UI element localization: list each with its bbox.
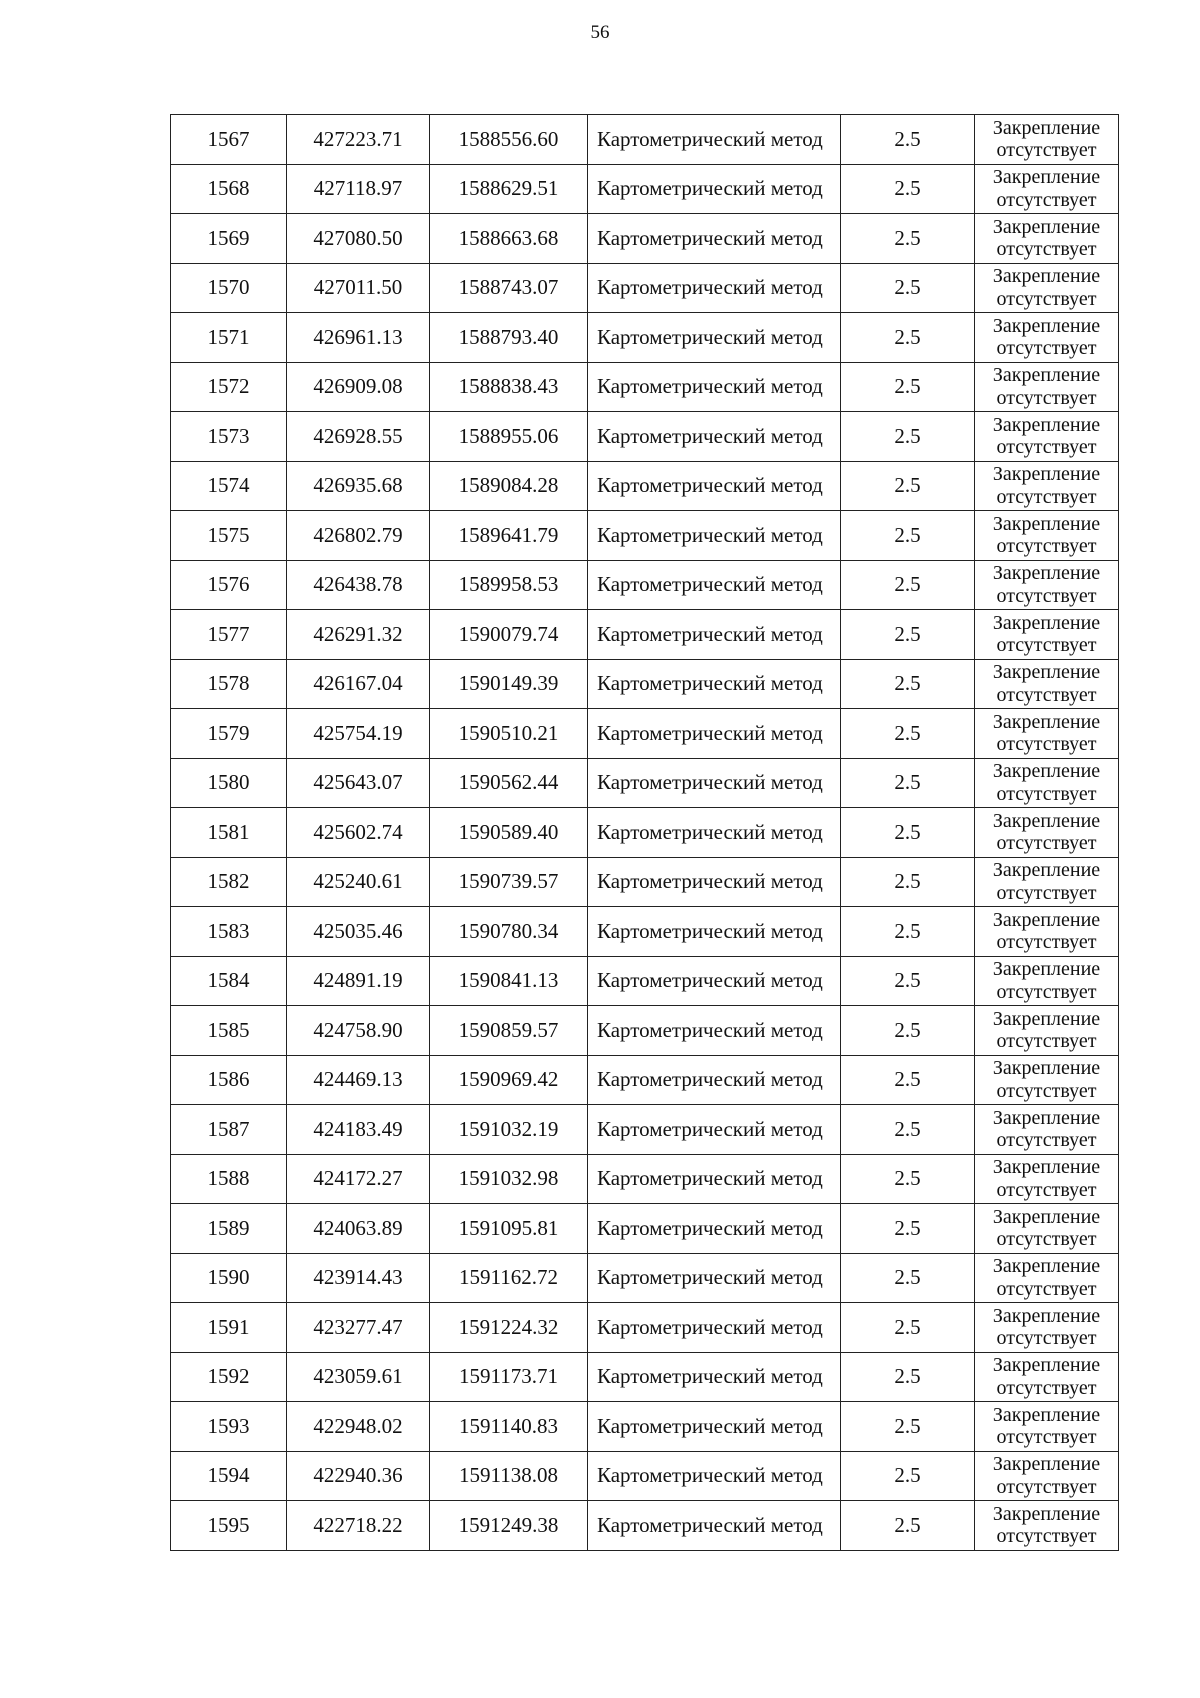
fixing-line-1: Закрепление bbox=[992, 1403, 1101, 1426]
fixing-line-2: отсутствует bbox=[996, 782, 1097, 805]
method-cell: Картометрический метод bbox=[588, 362, 841, 412]
fixing-cell bbox=[975, 758, 1119, 808]
fixing-cell bbox=[975, 1352, 1119, 1402]
fixing-cell bbox=[975, 263, 1119, 313]
point-number-cell: 1589 bbox=[171, 1204, 287, 1254]
fixing-line-2: отсутствует bbox=[996, 1475, 1097, 1498]
fixing-line-2: отсутствует bbox=[996, 881, 1097, 904]
fixing-line-2: отсутствует bbox=[996, 485, 1097, 508]
point-number-cell: 1568 bbox=[171, 164, 287, 214]
method-cell: Картометрический метод bbox=[588, 1154, 841, 1204]
accuracy-cell: 2.5 bbox=[841, 313, 975, 363]
table-row bbox=[171, 263, 1119, 313]
fixing-cell bbox=[975, 1105, 1119, 1155]
fixing-cell bbox=[975, 412, 1119, 462]
fixing-line-2: отсутствует bbox=[996, 931, 1097, 954]
table-row bbox=[171, 659, 1119, 709]
fixing-cell bbox=[975, 808, 1119, 858]
table-row bbox=[171, 1055, 1119, 1105]
point-number-cell: 1573 bbox=[171, 412, 287, 462]
point-number-cell: 1594 bbox=[171, 1451, 287, 1501]
fixing-line-1: Закрепление bbox=[992, 314, 1101, 337]
fixing-line-1: Закрепление bbox=[992, 265, 1101, 288]
fixing-line-2: отсутствует bbox=[996, 188, 1097, 211]
x-coordinate-cell: 427011.50 bbox=[287, 263, 430, 313]
y-coordinate-cell: 1588793.40 bbox=[430, 313, 588, 363]
accuracy-cell: 2.5 bbox=[841, 956, 975, 1006]
coordinates-table-body bbox=[171, 115, 1119, 1551]
point-number-cell: 1571 bbox=[171, 313, 287, 363]
fixing-line-1: Закрепление bbox=[992, 661, 1101, 684]
table-row bbox=[171, 560, 1119, 610]
table-row bbox=[171, 1204, 1119, 1254]
point-number-cell: 1583 bbox=[171, 907, 287, 957]
fixing-cell bbox=[975, 214, 1119, 264]
fixing-line-2: отсутствует bbox=[996, 287, 1097, 310]
fixing-cell bbox=[975, 1055, 1119, 1105]
x-coordinate-cell: 425602.74 bbox=[287, 808, 430, 858]
method-cell: Картометрический метод bbox=[588, 857, 841, 907]
fixing-cell bbox=[975, 1451, 1119, 1501]
accuracy-cell: 2.5 bbox=[841, 1055, 975, 1105]
point-number-cell: 1580 bbox=[171, 758, 287, 808]
method-cell: Картометрический метод bbox=[588, 956, 841, 1006]
fixing-cell bbox=[975, 1253, 1119, 1303]
y-coordinate-cell: 1590841.13 bbox=[430, 956, 588, 1006]
method-cell: Картометрический метод bbox=[588, 313, 841, 363]
fixing-cell bbox=[975, 461, 1119, 511]
fixing-line-2: отсутствует bbox=[996, 535, 1097, 558]
y-coordinate-cell: 1588629.51 bbox=[430, 164, 588, 214]
accuracy-cell: 2.5 bbox=[841, 362, 975, 412]
point-number-cell: 1582 bbox=[171, 857, 287, 907]
point-number-cell: 1590 bbox=[171, 1253, 287, 1303]
point-number-cell: 1595 bbox=[171, 1501, 287, 1551]
method-cell: Картометрический метод bbox=[588, 115, 841, 165]
fixing-line-2: отсутствует bbox=[996, 1228, 1097, 1251]
fixing-line-1: Закрепление bbox=[992, 116, 1101, 139]
fixing-line-1: Закрепление bbox=[992, 166, 1101, 189]
point-number-cell: 1574 bbox=[171, 461, 287, 511]
fixing-line-2: отсутствует bbox=[996, 436, 1097, 459]
method-cell: Картометрический метод bbox=[588, 1352, 841, 1402]
x-coordinate-cell: 426928.55 bbox=[287, 412, 430, 462]
point-number-cell: 1591 bbox=[171, 1303, 287, 1353]
x-coordinate-cell: 426291.32 bbox=[287, 610, 430, 660]
method-cell: Картометрический метод bbox=[588, 709, 841, 759]
y-coordinate-cell: 1588955.06 bbox=[430, 412, 588, 462]
accuracy-cell: 2.5 bbox=[841, 263, 975, 313]
method-cell: Картометрический метод bbox=[588, 758, 841, 808]
y-coordinate-cell: 1589084.28 bbox=[430, 461, 588, 511]
fixing-line-1: Закрепление bbox=[992, 562, 1101, 585]
method-cell: Картометрический метод bbox=[588, 164, 841, 214]
fixing-line-2: отсутствует bbox=[996, 1525, 1097, 1548]
y-coordinate-cell: 1588663.68 bbox=[430, 214, 588, 264]
point-number-cell: 1592 bbox=[171, 1352, 287, 1402]
accuracy-cell: 2.5 bbox=[841, 1154, 975, 1204]
point-number-cell: 1575 bbox=[171, 511, 287, 561]
fixing-cell bbox=[975, 1006, 1119, 1056]
fixing-cell bbox=[975, 709, 1119, 759]
method-cell: Картометрический метод bbox=[588, 263, 841, 313]
method-cell: Картометрический метод bbox=[588, 1253, 841, 1303]
point-number-cell: 1579 bbox=[171, 709, 287, 759]
method-cell: Картометрический метод bbox=[588, 659, 841, 709]
y-coordinate-cell: 1591162.72 bbox=[430, 1253, 588, 1303]
fixing-cell bbox=[975, 1402, 1119, 1452]
page-number: 56 bbox=[590, 22, 610, 43]
x-coordinate-cell: 423914.43 bbox=[287, 1253, 430, 1303]
accuracy-cell: 2.5 bbox=[841, 1402, 975, 1452]
point-number-cell: 1577 bbox=[171, 610, 287, 660]
x-coordinate-cell: 423059.61 bbox=[287, 1352, 430, 1402]
x-coordinate-cell: 426909.08 bbox=[287, 362, 430, 412]
x-coordinate-cell: 424063.89 bbox=[287, 1204, 430, 1254]
y-coordinate-cell: 1590079.74 bbox=[430, 610, 588, 660]
method-cell: Картометрический метод bbox=[588, 1451, 841, 1501]
table-row bbox=[171, 1253, 1119, 1303]
fixing-line-1: Закрепление bbox=[992, 1304, 1101, 1327]
fixing-line-2: отсутствует bbox=[996, 1030, 1097, 1053]
y-coordinate-cell: 1591032.19 bbox=[430, 1105, 588, 1155]
point-number-cell: 1587 bbox=[171, 1105, 287, 1155]
table-row bbox=[171, 808, 1119, 858]
method-cell: Картометрический метод bbox=[588, 412, 841, 462]
x-coordinate-cell: 427223.71 bbox=[287, 115, 430, 165]
accuracy-cell: 2.5 bbox=[841, 709, 975, 759]
x-coordinate-cell: 424758.90 bbox=[287, 1006, 430, 1056]
table-row bbox=[171, 610, 1119, 660]
fixing-line-2: отсутствует bbox=[996, 584, 1097, 607]
y-coordinate-cell: 1590739.57 bbox=[430, 857, 588, 907]
fixing-line-1: Закрепление bbox=[992, 512, 1101, 535]
table-row bbox=[171, 461, 1119, 511]
y-coordinate-cell: 1590859.57 bbox=[430, 1006, 588, 1056]
fixing-line-2: отсутствует bbox=[996, 386, 1097, 409]
point-number-cell: 1567 bbox=[171, 115, 287, 165]
point-number-cell: 1593 bbox=[171, 1402, 287, 1452]
y-coordinate-cell: 1590149.39 bbox=[430, 659, 588, 709]
y-coordinate-cell: 1590589.40 bbox=[430, 808, 588, 858]
fixing-line-2: отсутствует bbox=[996, 1277, 1097, 1300]
fixing-line-2: отсутствует bbox=[996, 337, 1097, 360]
method-cell: Картометрический метод bbox=[588, 214, 841, 264]
table-row bbox=[171, 1303, 1119, 1353]
accuracy-cell: 2.5 bbox=[841, 659, 975, 709]
fixing-line-1: Закрепление bbox=[992, 1205, 1101, 1228]
y-coordinate-cell: 1591249.38 bbox=[430, 1501, 588, 1551]
method-cell: Картометрический метод bbox=[588, 1204, 841, 1254]
table-row bbox=[171, 1006, 1119, 1056]
fixing-cell bbox=[975, 907, 1119, 957]
accuracy-cell: 2.5 bbox=[841, 1006, 975, 1056]
accuracy-cell: 2.5 bbox=[841, 511, 975, 561]
table-row bbox=[171, 1105, 1119, 1155]
accuracy-cell: 2.5 bbox=[841, 758, 975, 808]
fixing-cell bbox=[975, 1204, 1119, 1254]
table-row bbox=[171, 511, 1119, 561]
fixing-cell bbox=[975, 1501, 1119, 1551]
table-row bbox=[171, 362, 1119, 412]
fixing-line-2: отсутствует bbox=[996, 733, 1097, 756]
method-cell: Картометрический метод bbox=[588, 610, 841, 660]
fixing-line-2: отсутствует bbox=[996, 980, 1097, 1003]
fixing-line-1: Закрепление bbox=[992, 859, 1101, 882]
fixing-line-2: отсутствует bbox=[996, 1178, 1097, 1201]
method-cell: Картометрический метод bbox=[588, 511, 841, 561]
x-coordinate-cell: 427080.50 bbox=[287, 214, 430, 264]
x-coordinate-cell: 425035.46 bbox=[287, 907, 430, 957]
x-coordinate-cell: 426802.79 bbox=[287, 511, 430, 561]
method-cell: Картометрический метод bbox=[588, 1055, 841, 1105]
table-row bbox=[171, 115, 1119, 165]
y-coordinate-cell: 1590780.34 bbox=[430, 907, 588, 957]
fixing-cell bbox=[975, 362, 1119, 412]
y-coordinate-cell: 1591224.32 bbox=[430, 1303, 588, 1353]
x-coordinate-cell: 425643.07 bbox=[287, 758, 430, 808]
fixing-cell bbox=[975, 1154, 1119, 1204]
fixing-line-2: отсутствует bbox=[996, 1129, 1097, 1152]
fixing-line-1: Закрепление bbox=[992, 1255, 1101, 1278]
fixing-line-1: Закрепление bbox=[992, 710, 1101, 733]
fixing-line-2: отсутствует bbox=[996, 1327, 1097, 1350]
point-number-cell: 1578 bbox=[171, 659, 287, 709]
fixing-cell bbox=[975, 511, 1119, 561]
y-coordinate-cell: 1588556.60 bbox=[430, 115, 588, 165]
x-coordinate-cell: 426935.68 bbox=[287, 461, 430, 511]
x-coordinate-cell: 426961.13 bbox=[287, 313, 430, 363]
table-row bbox=[171, 313, 1119, 363]
table-row bbox=[171, 857, 1119, 907]
fixing-line-2: отсутствует bbox=[996, 832, 1097, 855]
fixing-line-1: Закрепление bbox=[992, 463, 1101, 486]
accuracy-cell: 2.5 bbox=[841, 1501, 975, 1551]
coordinates-table bbox=[170, 114, 1119, 1551]
fixing-cell bbox=[975, 659, 1119, 709]
method-cell: Картометрический метод bbox=[588, 1006, 841, 1056]
x-coordinate-cell: 423277.47 bbox=[287, 1303, 430, 1353]
y-coordinate-cell: 1590969.42 bbox=[430, 1055, 588, 1105]
fixing-cell bbox=[975, 313, 1119, 363]
y-coordinate-cell: 1589641.79 bbox=[430, 511, 588, 561]
y-coordinate-cell: 1591032.98 bbox=[430, 1154, 588, 1204]
fixing-line-2: отсутствует bbox=[996, 683, 1097, 706]
fixing-line-2: отсутствует bbox=[996, 634, 1097, 657]
table-row bbox=[171, 1501, 1119, 1551]
table-row bbox=[171, 164, 1119, 214]
method-cell: Картометрический метод bbox=[588, 560, 841, 610]
fixing-line-1: Закрепление bbox=[992, 1057, 1101, 1080]
fixing-line-1: Закрепление bbox=[992, 1502, 1101, 1525]
accuracy-cell: 2.5 bbox=[841, 164, 975, 214]
fixing-line-1: Закрепление bbox=[992, 1156, 1101, 1179]
x-coordinate-cell: 422718.22 bbox=[287, 1501, 430, 1551]
point-number-cell: 1572 bbox=[171, 362, 287, 412]
y-coordinate-cell: 1590562.44 bbox=[430, 758, 588, 808]
table-row bbox=[171, 1402, 1119, 1452]
fixing-cell bbox=[975, 1303, 1119, 1353]
y-coordinate-cell: 1591140.83 bbox=[430, 1402, 588, 1452]
fixing-line-2: отсутствует bbox=[996, 238, 1097, 261]
x-coordinate-cell: 426167.04 bbox=[287, 659, 430, 709]
fixing-line-2: отсутствует bbox=[996, 1426, 1097, 1449]
point-number-cell: 1581 bbox=[171, 808, 287, 858]
accuracy-cell: 2.5 bbox=[841, 412, 975, 462]
y-coordinate-cell: 1591138.08 bbox=[430, 1451, 588, 1501]
fixing-line-1: Закрепление bbox=[992, 908, 1101, 931]
point-number-cell: 1584 bbox=[171, 956, 287, 1006]
point-number-cell: 1586 bbox=[171, 1055, 287, 1105]
accuracy-cell: 2.5 bbox=[841, 1451, 975, 1501]
fixing-line-1: Закрепление bbox=[992, 1007, 1101, 1030]
point-number-cell: 1576 bbox=[171, 560, 287, 610]
fixing-cell bbox=[975, 857, 1119, 907]
fixing-line-2: отсутствует bbox=[996, 1079, 1097, 1102]
fixing-line-1: Закрепление bbox=[992, 215, 1101, 238]
accuracy-cell: 2.5 bbox=[841, 808, 975, 858]
method-cell: Картометрический метод bbox=[588, 1402, 841, 1452]
table-row bbox=[171, 709, 1119, 759]
y-coordinate-cell: 1589958.53 bbox=[430, 560, 588, 610]
accuracy-cell: 2.5 bbox=[841, 1352, 975, 1402]
x-coordinate-cell: 424469.13 bbox=[287, 1055, 430, 1105]
y-coordinate-cell: 1591095.81 bbox=[430, 1204, 588, 1254]
accuracy-cell: 2.5 bbox=[841, 1204, 975, 1254]
y-coordinate-cell: 1588838.43 bbox=[430, 362, 588, 412]
point-number-cell: 1588 bbox=[171, 1154, 287, 1204]
method-cell: Картометрический метод bbox=[588, 461, 841, 511]
accuracy-cell: 2.5 bbox=[841, 214, 975, 264]
point-number-cell: 1570 bbox=[171, 263, 287, 313]
x-coordinate-cell: 425754.19 bbox=[287, 709, 430, 759]
accuracy-cell: 2.5 bbox=[841, 1303, 975, 1353]
fixing-line-2: отсутствует bbox=[996, 139, 1097, 162]
accuracy-cell: 2.5 bbox=[841, 1105, 975, 1155]
fixing-line-1: Закрепление bbox=[992, 1106, 1101, 1129]
x-coordinate-cell: 424183.49 bbox=[287, 1105, 430, 1155]
table-row bbox=[171, 214, 1119, 264]
accuracy-cell: 2.5 bbox=[841, 610, 975, 660]
fixing-cell bbox=[975, 164, 1119, 214]
accuracy-cell: 2.5 bbox=[841, 907, 975, 957]
table-row bbox=[171, 758, 1119, 808]
fixing-cell bbox=[975, 560, 1119, 610]
fixing-line-2: отсутствует bbox=[996, 1376, 1097, 1399]
method-cell: Картометрический метод bbox=[588, 1105, 841, 1155]
table-row bbox=[171, 907, 1119, 957]
x-coordinate-cell: 422940.36 bbox=[287, 1451, 430, 1501]
fixing-line-1: Закрепление bbox=[992, 364, 1101, 387]
accuracy-cell: 2.5 bbox=[841, 857, 975, 907]
point-number-cell: 1569 bbox=[171, 214, 287, 264]
accuracy-cell: 2.5 bbox=[841, 1253, 975, 1303]
method-cell: Картометрический метод bbox=[588, 1501, 841, 1551]
y-coordinate-cell: 1591173.71 bbox=[430, 1352, 588, 1402]
fixing-line-1: Закрепление bbox=[992, 958, 1101, 981]
fixing-line-1: Закрепление bbox=[992, 611, 1101, 634]
x-coordinate-cell: 425240.61 bbox=[287, 857, 430, 907]
fixing-line-1: Закрепление bbox=[992, 809, 1101, 832]
y-coordinate-cell: 1590510.21 bbox=[430, 709, 588, 759]
accuracy-cell: 2.5 bbox=[841, 560, 975, 610]
table-row bbox=[171, 1352, 1119, 1402]
table-row bbox=[171, 1154, 1119, 1204]
fixing-cell bbox=[975, 610, 1119, 660]
table-row bbox=[171, 1451, 1119, 1501]
accuracy-cell: 2.5 bbox=[841, 115, 975, 165]
fixing-line-1: Закрепление bbox=[992, 1354, 1101, 1377]
accuracy-cell: 2.5 bbox=[841, 461, 975, 511]
method-cell: Картометрический метод bbox=[588, 808, 841, 858]
y-coordinate-cell: 1588743.07 bbox=[430, 263, 588, 313]
fixing-line-1: Закрепление bbox=[992, 413, 1101, 436]
x-coordinate-cell: 424172.27 bbox=[287, 1154, 430, 1204]
x-coordinate-cell: 422948.02 bbox=[287, 1402, 430, 1452]
method-cell: Картометрический метод bbox=[588, 907, 841, 957]
fixing-cell bbox=[975, 115, 1119, 165]
fixing-line-1: Закрепление bbox=[992, 1453, 1101, 1476]
x-coordinate-cell: 426438.78 bbox=[287, 560, 430, 610]
table-row bbox=[171, 412, 1119, 462]
table-row bbox=[171, 956, 1119, 1006]
x-coordinate-cell: 424891.19 bbox=[287, 956, 430, 1006]
method-cell: Картометрический метод bbox=[588, 1303, 841, 1353]
fixing-line-1: Закрепление bbox=[992, 760, 1101, 783]
fixing-cell bbox=[975, 956, 1119, 1006]
x-coordinate-cell: 427118.97 bbox=[287, 164, 430, 214]
point-number-cell: 1585 bbox=[171, 1006, 287, 1056]
